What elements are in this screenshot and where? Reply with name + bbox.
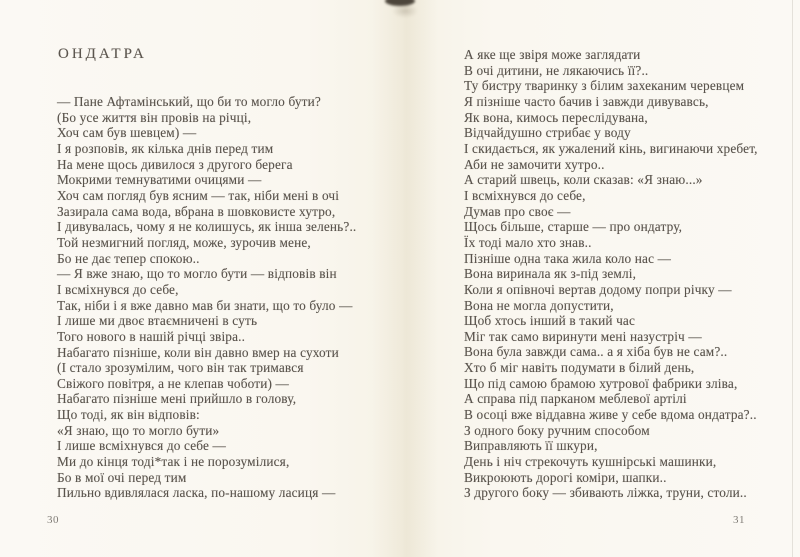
- poem-line: Вона не могла допустити,: [464, 297, 614, 313]
- poem-line: — Пане Афтамінський, що би то могло бути?: [57, 94, 321, 109]
- poem-line: Ми до кінця тоді*так і не порозумілися,: [57, 454, 290, 470]
- poem-line: Виправляють її шкури,: [464, 438, 598, 454]
- poem-line: Той незмигний погляд, може, зурочив мене,: [57, 234, 311, 250]
- poem-line: Ту бистру тваринку з білим захеканим черевцем: [464, 78, 745, 94]
- poem-line: Міг так само виринути мені назустріч —: [464, 328, 702, 344]
- poem-line: Що тоді, як він відповів:: [57, 407, 200, 423]
- poem-line: Мокрими темнуватими очицями —: [57, 172, 262, 188]
- poem-line: «Я знаю, що то могло бути»: [57, 422, 220, 438]
- poem-line: На мене щось дивилося з другого берега: [57, 156, 293, 172]
- poem-line: І я розповів, як кілька днів перед тим: [57, 140, 274, 156]
- poem-line: День і ніч стрекочуть кушнірські машинки,: [464, 454, 717, 470]
- poem-line: А справа під парканом меблевої артілі: [464, 391, 687, 407]
- poem-line: Викроюють дорогі коміри, шапки..: [464, 469, 667, 485]
- poem-line: А старий швець, коли сказав: «Я знаю...»: [464, 172, 703, 188]
- poem-text-right: [464, 47, 800, 501]
- poem-line: Думав про своє —: [464, 203, 571, 219]
- poem-line: Як вона, кимось переслідувана,: [464, 109, 648, 125]
- poem-line: Свіжого повітря, а не клепав чоботи) —: [57, 375, 289, 391]
- poem-line: І лише ми двоє втаємничені в суть: [57, 313, 258, 329]
- poem-line: — Я вже знаю, що то могло бути — відповів він: [57, 266, 337, 282]
- poem-line: В очі дитини, не лякаючись її?..: [464, 62, 649, 78]
- poem-line: Набагато пізніше мені прийшло в голову,: [57, 391, 297, 407]
- page-left: [57, 44, 397, 501]
- poem-line: Щось більше, старше — про ондатру,: [464, 219, 683, 235]
- poem-line: (Бо усе життя він провів на річці,: [57, 109, 252, 125]
- poem-line: Бо не дає тепер спокою..: [57, 250, 200, 266]
- poem-line: Так, ніби і я вже давно мав би знати, що то було —: [57, 297, 353, 313]
- poem-line: Пильно вдивлялася ласка, по-нашому ласиця —: [57, 485, 336, 501]
- poem-text-left: [57, 94, 397, 501]
- poem-line: Аби не замочити хутро..: [464, 156, 605, 172]
- poem-line: Вона виринала як з-під землі,: [464, 266, 637, 282]
- poem-line: Хоч сам погляд був ясним — так, ніби мені в очі: [57, 187, 340, 203]
- poem-line: Набагато пізніше, коли він давно вмер на сухоти: [57, 344, 339, 360]
- poem-line: Що під самою брамою хутрової фабрики зліва,: [464, 375, 738, 391]
- poem-line: В осоці вже віддавна живе у себе вдома ондатра?..: [464, 407, 757, 423]
- poem-line: Вона була завжди сама.. а я хіба був не сам?..: [464, 344, 728, 360]
- poem-line: Бо в мої очі перед тим: [57, 469, 187, 485]
- poem-line: І всміхнувся до себе,: [464, 187, 586, 203]
- page-number-left: 30: [47, 514, 59, 526]
- poem-line: З одного боку ручним способом: [464, 422, 650, 438]
- poem-line: Пізніше одна така жила коло нас —: [464, 250, 672, 266]
- poem-line: (І стало зрозумілим, чого він так тримався: [57, 360, 304, 376]
- poem-line: А яке ще звіря може заглядати: [464, 47, 641, 62]
- poem-line: Відчайдушно стрибає у воду: [464, 125, 631, 141]
- poem-line: Коли я опівночі вертав додому попри річку —: [464, 281, 732, 297]
- poem-line: І всміхнувся до себе,: [57, 281, 179, 297]
- poem-line: І лише всміхнувся до себе —: [57, 438, 227, 454]
- poem-line: Хоч сам був шевцем) —: [57, 125, 197, 141]
- poem-line: Я пізніше часто бачив і завжди дивувавсь,: [464, 93, 709, 109]
- poem-line: І дивувалась, чому я не колишусь, як інша зелень?..: [57, 219, 357, 235]
- poem-title: ОНДАТРА: [58, 46, 147, 62]
- poem-line: Того нового в нашій річці звіра..: [57, 328, 246, 344]
- poem-line: Хто б міг навіть подумати в білий день,: [464, 360, 695, 376]
- poem-line: І скидається, як ужалений кінь, вигинаючи хребет,: [464, 140, 758, 156]
- page-right: [464, 47, 800, 501]
- poem-line: З другого боку — збивають ліжка, труни, столи..: [464, 485, 747, 501]
- spine-mark-shadow: [392, 4, 418, 18]
- page-number-right: 31: [733, 514, 745, 526]
- poem-line: Їх тоді мало хто знав..: [464, 234, 592, 250]
- poem-line: Зазирала сама вода, вбрана в шовковисте хутро,: [57, 203, 336, 219]
- poem-line: Щоб хтось інший в такий час: [464, 313, 636, 329]
